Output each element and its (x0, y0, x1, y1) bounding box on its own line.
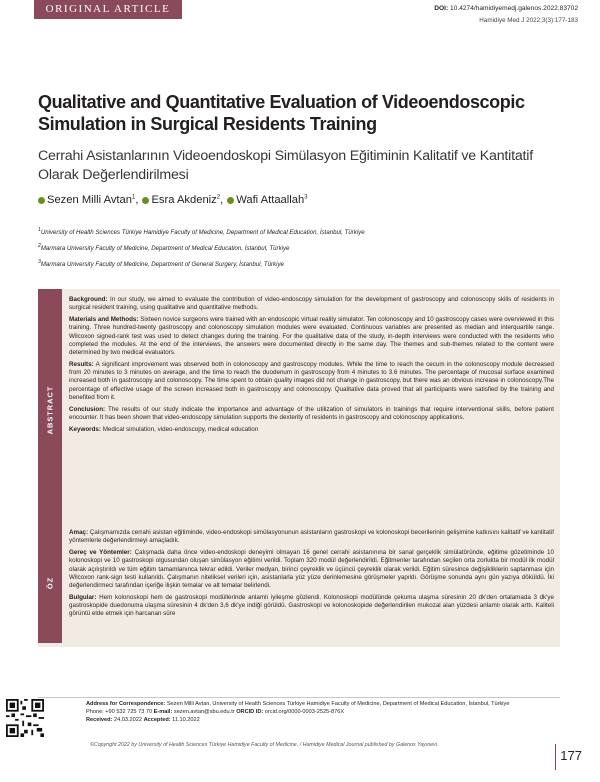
article-subtitle-turkish: Cerrahi Asistanlarının Videoendoskopi Simülasyon Eğitiminin Kalitatif ve Kantitatif Olarak Değerlendirilmesi (38, 148, 533, 183)
qr-code-icon[interactable] (6, 699, 44, 737)
affiliation-sup: 2 (38, 242, 41, 249)
oz-label: ÖZ (45, 576, 55, 589)
phone-text: Phone: +90 532 725 73 70 (86, 709, 153, 715)
affiliation-item (38, 224, 365, 240)
section-label: Background: (69, 296, 108, 303)
section-label: Materials and Methods: (69, 315, 139, 323)
affiliation-text: Marmara University Faculty of Medicine, Department of General Surgery, İstanbul, Türkiye (40, 260, 284, 268)
section-text: Medical simulation, video-endoscopy, medical education (102, 425, 259, 433)
section-text: In our study, we aimed to evaluate the contribution of video-endoscopy simulation for the development of gastroscopy and colonoscopy skills of residents in surgical resident training, using qualitative and quantitative methods. (69, 296, 554, 312)
abstract-methods (69, 316, 554, 358)
author-sup: 1 (132, 194, 136, 201)
author-item[interactable] (227, 194, 307, 206)
page-number-divider (555, 744, 556, 770)
correspondence-text: Sezen Milli Avtan, University of Health Sciences Türkiye Hamidiye Faculty of Medicine, Department of Medical Education, İstanbul, Türkiye (166, 701, 510, 707)
section-text: The results of our study indicate the importance and advantage of the utilization of simulators in trainings that require interventional skills, before patient encounter. It has been shown that video-endoscopy simulation supports the dexterity of residents in gastroscopy and colonoscopy applications. (69, 405, 554, 422)
correspondence-block (86, 700, 556, 724)
orcid-icon[interactable] (142, 197, 149, 204)
section-text: A significant improvement was observed both in colonoscopy and gastroscopy modules. While the time to reach the cecum in the colonoscopy module decreased from 20 minutes to 3 minutes on average, and the time to reach the duodenum in gastroscopy from 4 minutes to 3.6 minutes. The percentage of mucosal surface examined increased both in gastroscopy and colonoscopy. The time spent to obtain quality images did not change in gastroscopy, but there was an obvious increase in colonoscopy.The percentage of effective usage of the screen increased both in gastroscopy and colonoscopy. Qualitative data proved that all participants were satisfied by the training and benefited from it. (69, 360, 554, 402)
affiliation-text: University of Health Sciences Türkiye Hamidiye Faculty of Medicine, Department of Medical Education, İstanbul, Türkiye (40, 229, 365, 237)
correspondence-dates (86, 716, 556, 724)
section-label: Keywords: (69, 425, 101, 433)
page-number: 177 (560, 748, 582, 763)
doi-value[interactable]: 10.4274/hamidiyemedj.galenos.2022.83702 (450, 5, 578, 12)
correspondence-label: Address for Correspondence: (86, 701, 166, 707)
author-sup: 2 (216, 194, 221, 201)
oz-body (69, 529, 554, 642)
email-link[interactable]: sezen.avtan@sbu.edu.tr (173, 709, 235, 715)
section-text: Hem kolonoskopi hem de gastroskopi modüllerinde anlamlı iyileşme gözlendi. Kolonoskopi modülünde çekuma ulaşma süresinin 20 dk'den ortalamada 3 dk'ye gastroskopide duedonuma ulaşma süresinin 4 dk'den 3,6 dk'ye indiği görüldü. Gastroskopi ve kolonoskopide değerlendirilen mukozal alan yüzdesi anlamlı olarak arttı. Kaliteli görüntü elde etmek için harcanan süre (69, 593, 554, 618)
doi-label: DOI: (434, 5, 449, 12)
doi-line (434, 5, 578, 12)
orcid-link[interactable]: orcid.org/0000-0003-2525-876X (264, 709, 345, 715)
author-name: Sezen Milli Avtan (47, 194, 132, 206)
orcid-icon[interactable] (227, 197, 234, 204)
section-label: Bulgular: (69, 593, 97, 601)
oz-side-band (38, 522, 62, 643)
oz-amac (69, 529, 554, 546)
received-label: Received: (86, 717, 113, 723)
abstract-keywords (69, 426, 554, 434)
affiliation-item (38, 256, 365, 272)
journal-reference: Hamidiye Med J 2022;3(3):177-183 (479, 17, 578, 24)
affiliation-text: Marmara University Faculty of Medicine, Department of Medical Education, İstanbul, Türkiye (40, 244, 290, 252)
abstract-side-band (38, 289, 62, 530)
affiliation-sup: 1 (38, 227, 41, 233)
footer-divider (38, 697, 560, 698)
section-label: Results: (69, 360, 94, 368)
abstract-conclusion (69, 406, 554, 423)
email-label: E-mail: (153, 709, 173, 715)
section-text: Sixteen novice surgeons were trained with an endoscopic virtual reality simulator. Ten colonoscopy and 10 gastroscopy cases were overviewed in this training. Three hundred-twenty gastroscopy and colonoscopy simulation modules were evaluated. Continuous variables are presented as median and interquartile range. Wilcoxon signed-rank test was used to detect changes during the training. For the qualitative data of the study, in-depth interviews were conducted with the residents who completed the modules. At the end of the interviews, the answers were documented directly in the same day. The themes and sub-themes related to the content were determined by two medical evaluators. (69, 315, 554, 357)
abstract-results (69, 361, 554, 403)
accepted-label: Accepted: (143, 717, 171, 723)
section-text: Çalışmamızda cerrahi asistan eğitiminde, video-endoskopi simülasyonunun asistanların gastroskopi ve kolonoskopi becerilerinin gelişimine katkısını kalitatif ve kantitatif yöntemlerle değerlendirmeyi amaçladık. (69, 529, 554, 545)
affiliation-item (38, 240, 365, 256)
correspondence-contact (86, 708, 556, 716)
article-title: Qualitative and Quantitative Evaluation of Videoendoscopic Simulation in Surgical Residents Training (38, 92, 525, 134)
correspondence-address (86, 700, 556, 708)
received-date: 24.03.2022 (114, 717, 142, 723)
abstract-body (69, 296, 554, 437)
affiliation-sup: 3 (38, 258, 41, 265)
author-name: Esra Akdeniz (151, 194, 217, 206)
section-label: Gereç ve Yöntemler: (69, 548, 132, 556)
author-item[interactable]: Esra Akdeniz$^2$, (142, 194, 223, 206)
copyright-notice: ©Copyright 2022 by University of Health Sciences Türkiye Hamidiye Faculty of Medicine. / Hamidiye Medical Journal published by Galenos Yayınevi. (90, 742, 439, 748)
orcid-label: ORCID ID: (236, 709, 264, 715)
orcid-icon[interactable] (38, 197, 45, 204)
oz-gerec (69, 549, 554, 591)
author-name: Wafi Attaallah (236, 194, 305, 206)
affiliations (38, 224, 365, 271)
article-type-banner: ORIGINAL ARTICLE (34, 0, 182, 19)
accepted-date: 11.10.2022 (172, 717, 200, 723)
abstract-background (69, 296, 554, 313)
oz-bulgular (69, 594, 554, 619)
author-list (38, 194, 308, 206)
section-label: Amaç: (69, 529, 89, 536)
author-sup: 3 (304, 194, 308, 201)
section-text: Çalışmada daha önce video-endoskopi deneyimi olmayan 16 genel cerrahi asistanınına bir sanal gerçeklik simülatöründe, eğitime gözetiminde 10 kolonoskopi ve 10 gastroskopi olgusundan oluşan simülasyon eğitimi verildi. Toplam 320 modül değerlendirildi. Eğitmenler tarafından seçilen orta zorlukta bir modül ilk modül olarak açılıştırıldı ve tüm eğitim tamamlanınca tekrar edildi. Veriler medyan, birinci çeyreklik ve üçüncü çeyreklik olarak verildi. Eğitim süresince değişikliklerin saptanması için Wilcoxon rank-sign testi kullanıldı. Çalışmanın niteliksel verileri için, asistanlarla yüz yüze derinlemesine görüşmeler yapıldı. Görüşme sonunda aynı gün yazıya döküldü. İki değerlendirmeci tarafından içeriğe ilişkin temalar ve alt temalar belirlendi. (69, 548, 554, 590)
author-item[interactable]: Sezen Milli Avtan$^1$, (38, 194, 138, 206)
abstract-label: ABSTRACT (45, 385, 55, 434)
section-label: Conclusion: (69, 405, 106, 413)
